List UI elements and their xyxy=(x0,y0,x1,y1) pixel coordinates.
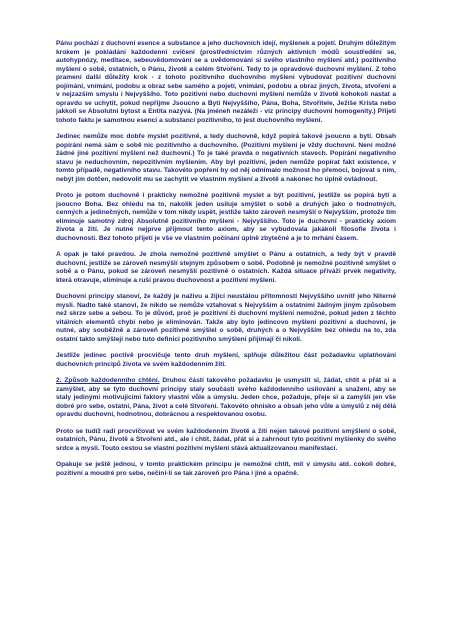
paragraph-3: Proto je potom duchovně i prakticky nemožné pozitivně myslet a být pozitivní, jestliže se popírá bytí a jsoucno Boha. Bez ohledu na to, nakolik jeden usiluje smýšlet o sobě a druhých jako o hodnotných, cenných a jedinečných, nemůže v tom nikdy uspět, jestliže takto zároveň nesmýšlí o Nejvyšším, protože tím eliminuje samotný zdroj Absolutně pozitivního myšlení - Nejvyššího. Toto je duchovní - prakticky axiom života a žití. Je nutné nejprve přijmout tento axiom, aby se vybudovala jakákoli filosofie života i duchovnosti. Bez tohoto přijetí je vše ve vlastním počínání úplně zbytečné a je to mrhání časem. xyxy=(56,192,396,242)
paragraph-7 xyxy=(56,377,396,420)
paragraph-5: Duchovní principy stanoví, že každý je naživu a žijící neustálou přítomností Nejvyššího uvnitř jeho Niterné mysli. Nadto také stanoví, že nikdo se nemůže vztahovat s Nejvyšším a ostatními žádným jiným způsobem než skrze sebe a sebou. To je důvod, proč je pozitivní či duchovní myšlení nemožné, pokud jeden z těchto vitálních elementů chybí nebo je eliminován. Takže aby bylo jedincovo myšlení pozitivní a duchovní, je nutné, aby souběžně a zároveň pozitivně smýšlel o sobě, druhých a o Nejvyšším bez ohledu na to, zda ostatní takto smýšlejí nebo tuto definici pozitivního smýšlení přijímají či nikoli. xyxy=(56,293,396,343)
paragraph-4: A opak je také pravdou. Je zhola nemožné pozitivně smýšlet o Pánu a ostatních, a tedy být v pravdě duchovní, jestliže se zároveň nesmýšlí stejným způsobem o sobě. Podobně je nemožné pozitivně smýšlet o sobě a o Pánu, pokud se zároveň nesmýšlí pozitivně o ostatních. Každá situace příváží prvek negativity, která otravuje, eliminuje a ruší pravou duchovnost a pozitivní myšlení. xyxy=(56,251,396,284)
paragraph-1: Pánu pochází z duchovní esence a substance a jeho duchovních idejí, myšlenek a pojetí. Druhým důležitým krokem je pokládání každodenní cvičení (prostřednictvím různých aktivních módů soustředění se, autohypnózy, meditace, sebeuvědomování se a uvědomování si svého vlastního myšlení atd.) pozitivního myšlení o sobě, ostatních, o Pánu, životě a celém Stvoření. Tedy to je opravdové duchovní myšlení. Z toho pramení další důležitý krok - z tohoto pozitivního duchovního myšlení vybudovat pozitivní duchovní pojímání, vnímání, podobu a obraz sebe samého a pojetí, vnímání, podobu a obraz jiných, života, stvoření a v nejzazším smyslu i Nejvyššího. Toto pozitivní nebo duchovní myšlení nemůže v životě kohokoli nastat a opravdu se uchytit, pokud nepřijme Jsoucno a Bytí Nejvyššího, Pána, Boha, Stvořitele, Ježíše Krista nebo jakkoli se Absolutní bytost a Entita nazývá. (Na jméneh nezáleží - viz principy duchovní homogenity.) Přijetí tohoto faktu je samotnou esencí a substancí pozitivního, to jest duchovního myšlení. xyxy=(56,40,396,124)
paragraph-7-body: Druhou částí takového požadavku je usmyslit si, žádat, chtít a přát si a zamýšlet, aby se tyto duchovní principy staly součástí svého každodenního usilování a snažení, aby se staly jedinými motivujícími faktory vlastní vůle a úmyslu. Jeden chce, požaduje, přeje si a zamýšlí jen vše dobré pro sebe, ostatní, Pána, život a celé Stvoření. Takovéto ohnisko a obsah jeho vůle a úmyslů z něj dělá opravdu duchovní, hodnotnou, dobrácnou a respektovanou osobu. xyxy=(56,377,396,418)
section-heading: 2. Způsob každodenního chtění. xyxy=(56,377,160,384)
paragraph-8: Proto se tudíž radí procvičovat ve svém každodenním životě a žití nejen takové pozitivní smýšlení o sobě, ostatních, Pánu, životě a Stvoření atd., ale i chtít, žádat, přát si a zahrnout tyto pozitivní myšlenky do svého srdce a mysli. Touto cestou se vlastní pozitivní myšlení stává aktualizovanou manifestací. xyxy=(56,427,396,452)
paragraph-6: Jestliže jedinec poctivě procvičuje tento druh myšlení, splňuje důležitou část požadavku uplatňování duchovních principů života ve svém každodenním žití. xyxy=(56,352,396,368)
paragraph-2: Jedinec nemůže moc dobře myslet pozitivně, a tedy duchovně, když popírá takové jsoucno a bytí. Obsah popírání nemá sám o sobě nic pozitivního a duchovního. (Pozitivní myšlení je vždy duchovní. Není možné žádné jiné pozitivní myšlení než duchovní.) To je také pravda o negativních stavech. Popírání negativního stavu je neduchovním, nepozitivním myšlením. Aby byl pozitivní, jeden nemůže popírat fakt existence, v tomto případě, negativního stavu. Takovéto popření by od něj odnímalo možnost ho přemoci, bojovat s ním, nebýt jím dotčen, nedovolit mu se zachytit ve vlastním myšlení a životě a nakonec ho úplně ovládnout. xyxy=(56,133,396,183)
paragraph-9: Opakuje se ještě jednou, v tomto praktickém principu je nemožné chtít, mít v úmyslu atd. cokoli dobré, pozitivní a moudré pro sebe, nečiní-li se tak zároveň pro Pána i jiné a opačně. xyxy=(56,461,396,477)
